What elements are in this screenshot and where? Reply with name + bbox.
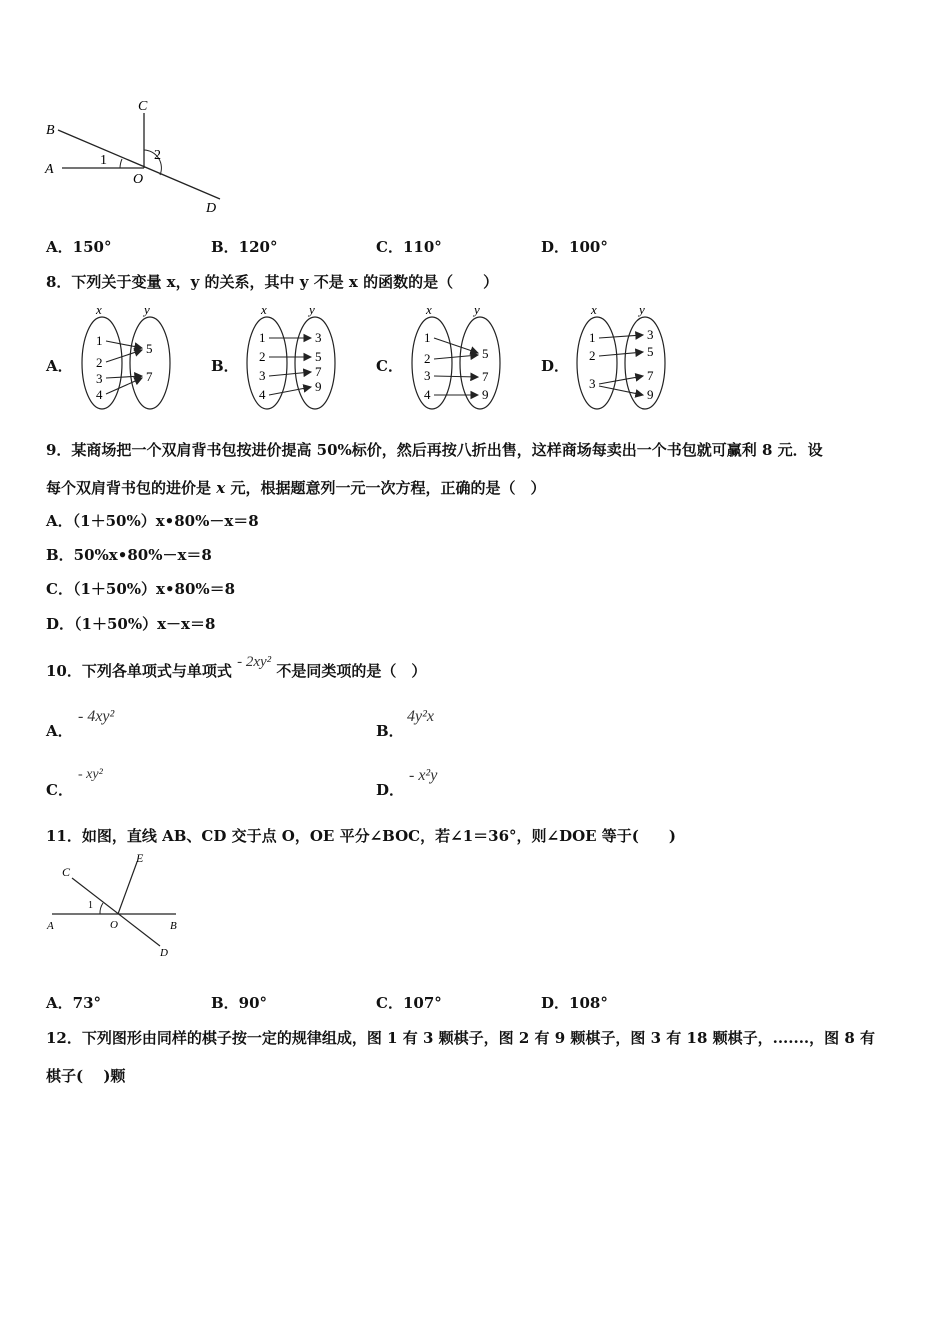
x-value: 2 bbox=[589, 348, 596, 363]
y-value: 3 bbox=[647, 327, 654, 342]
y-value: 5 bbox=[482, 346, 489, 361]
set-label-y: y bbox=[144, 302, 150, 317]
q7-angle-figure bbox=[40, 95, 240, 220]
q8-option-c-mapping[interactable] bbox=[408, 300, 508, 415]
q8-option-b-letter[interactable]: B． bbox=[211, 357, 239, 375]
q9-stem-line2-a: 每个双肩背书包的进价是 bbox=[46, 479, 212, 497]
x-value: 4 bbox=[424, 387, 431, 402]
q10-option-a-letter[interactable]: A． bbox=[46, 722, 73, 740]
set-label-x: x bbox=[426, 302, 432, 317]
q10-option-c-expression[interactable]: - xy² bbox=[78, 767, 103, 782]
label-angle1: 1 bbox=[88, 900, 93, 911]
mapping-arrow bbox=[106, 350, 142, 362]
label-o: O bbox=[133, 172, 144, 187]
q10-option-b-letter[interactable]: B． bbox=[376, 722, 404, 740]
mapping-arrow bbox=[434, 355, 478, 359]
label-a: A bbox=[45, 162, 54, 177]
q11-option-d[interactable]: D．108° bbox=[541, 994, 608, 1012]
x-value: 1 bbox=[589, 330, 596, 345]
label-a: A bbox=[47, 920, 54, 932]
label-c: C bbox=[138, 99, 148, 114]
q7-option-d[interactable]: D．100° bbox=[541, 238, 608, 256]
q11-option-c[interactable]: C．107° bbox=[376, 994, 442, 1012]
x-value: 3 bbox=[259, 368, 266, 383]
set-y-ellipse bbox=[625, 317, 665, 409]
q8-stem: 8．下列关于变量 x，y 的关系，其中 y 不是 x 的函数的是（ ） bbox=[46, 273, 499, 291]
x-value: 4 bbox=[259, 387, 266, 402]
mapping-arrow bbox=[599, 376, 643, 384]
y-value: 9 bbox=[315, 379, 322, 394]
q10-option-a-expression[interactable]: - 4xy² bbox=[78, 708, 115, 725]
label-d: D bbox=[160, 947, 168, 959]
y-value: 7 bbox=[482, 369, 489, 384]
q9-stem-line1: 9．某商场把一个双肩背书包按进价提高 50%标价，然后再按八折出售，这样商场每卖出一个书包就可赢利 8 元．设 bbox=[46, 441, 823, 459]
mapping-arrow bbox=[106, 376, 142, 378]
label-d: D bbox=[206, 201, 217, 216]
q11-angle-figure bbox=[40, 850, 190, 965]
set-label-x: x bbox=[261, 302, 267, 317]
mapping-arrow bbox=[434, 376, 478, 377]
q12-stem-line2: 棋子( )颗 bbox=[46, 1067, 126, 1085]
x-value: 3 bbox=[589, 376, 596, 391]
y-value: 5 bbox=[315, 349, 322, 364]
ray-o-e bbox=[118, 862, 137, 914]
set-label-x: x bbox=[591, 302, 597, 317]
mapping-arrow bbox=[599, 386, 643, 395]
set-label-y: y bbox=[474, 302, 480, 317]
x-value: 1 bbox=[96, 333, 103, 348]
q10-stem bbox=[46, 654, 427, 681]
q9-option-c[interactable]: C．（1＋50%）x•80%＝8 bbox=[46, 580, 236, 598]
q10-stem-a: 10．下列各单项式与单项式 bbox=[46, 662, 232, 680]
x-value: 1 bbox=[424, 330, 431, 345]
q7-option-c[interactable]: C．110° bbox=[376, 238, 442, 256]
y-value: 5 bbox=[146, 341, 153, 356]
q10-option-d-letter[interactable]: D． bbox=[376, 781, 405, 799]
q8-option-c-letter[interactable]: C． bbox=[376, 357, 403, 375]
q10-stem-b: 不是同类项的是（ ） bbox=[276, 662, 427, 680]
q8-option-d-mapping[interactable] bbox=[573, 300, 673, 415]
q9-stem-line2 bbox=[46, 477, 545, 498]
set-y-ellipse bbox=[130, 317, 170, 409]
y-value: 9 bbox=[482, 387, 489, 402]
x-value: 2 bbox=[96, 355, 103, 370]
q9-option-a[interactable]: A．（1＋50%）x•80%－x＝8 bbox=[46, 512, 259, 530]
y-value: 7 bbox=[146, 369, 153, 384]
q10-option-b-expression[interactable]: 4y²x bbox=[407, 708, 434, 725]
mapping-arrow bbox=[106, 341, 142, 348]
mapping-arrow bbox=[269, 372, 311, 376]
q9-option-b[interactable]: B．50%x•80%－x＝8 bbox=[46, 546, 212, 564]
q8-option-a-mapping[interactable] bbox=[78, 300, 178, 415]
mapping-arrow bbox=[106, 378, 142, 394]
y-value: 7 bbox=[647, 368, 654, 383]
x-value: 1 bbox=[259, 330, 266, 345]
q10-option-c-letter[interactable]: C． bbox=[46, 781, 73, 799]
q11-option-a[interactable]: A．73° bbox=[46, 994, 102, 1012]
x-value: 2 bbox=[259, 349, 266, 364]
y-value: 3 bbox=[315, 330, 322, 345]
set-label-y: y bbox=[639, 302, 645, 317]
angle1-arc bbox=[120, 159, 122, 168]
y-value: 5 bbox=[647, 344, 654, 359]
label-angle1: 1 bbox=[100, 153, 107, 168]
q9-variable-x: x bbox=[216, 479, 226, 497]
label-b: B bbox=[170, 920, 177, 932]
q11-stem: 11．如图，直线 AB、CD 交于点 O，OE 平分∠BOC，若∠1＝36°，则∠DOE 等于( ) bbox=[46, 827, 676, 845]
q12-stem-line1: 12．下列图形由同样的棋子按一定的规律组成，图 1 有 3 颗棋子，图 2 有 9 颗棋子，图 3 有 18 颗棋子，.......，图 8 有 bbox=[46, 1029, 876, 1047]
mapping-arrow bbox=[269, 387, 311, 395]
x-value: 4 bbox=[96, 387, 103, 402]
set-x-ellipse bbox=[247, 317, 287, 409]
y-value: 9 bbox=[647, 387, 654, 402]
line-b-d bbox=[58, 130, 220, 199]
label-b: B bbox=[46, 123, 55, 138]
set-label-y: y bbox=[309, 302, 315, 317]
mapping-arrow bbox=[599, 352, 643, 356]
q10-stem-expression: - 2xy² bbox=[237, 654, 272, 670]
q7-option-a[interactable]: A．150° bbox=[46, 238, 112, 256]
mapping-arrow bbox=[599, 335, 643, 338]
q8-option-b-mapping[interactable] bbox=[243, 300, 343, 415]
angle1-arc bbox=[100, 903, 103, 914]
label-e: E bbox=[136, 851, 144, 865]
y-value: 7 bbox=[315, 364, 322, 379]
q8-option-a-letter[interactable]: A． bbox=[46, 357, 73, 375]
q8-option-d-letter[interactable]: D． bbox=[541, 357, 570, 375]
label-o: O bbox=[110, 919, 118, 931]
q10-option-d-expression[interactable]: - x²y bbox=[409, 767, 438, 784]
q9-stem-line2-b: 元，根据题意列一元一次方程，正确的是（ ） bbox=[230, 479, 546, 497]
label-angle2: 2 bbox=[154, 148, 161, 163]
q11-option-b[interactable]: B．90° bbox=[211, 994, 268, 1012]
x-value: 3 bbox=[96, 371, 103, 386]
q7-option-b[interactable]: B．120° bbox=[211, 238, 278, 256]
set-label-x: x bbox=[96, 302, 102, 317]
line-c-d bbox=[72, 878, 160, 946]
q9-option-d[interactable]: D．（1＋50%）x－x＝8 bbox=[46, 615, 216, 633]
mapping-arrow bbox=[434, 338, 478, 353]
x-value: 2 bbox=[424, 351, 431, 366]
x-value: 3 bbox=[424, 368, 431, 383]
set-x-ellipse bbox=[577, 317, 617, 409]
label-c: C bbox=[62, 865, 71, 879]
